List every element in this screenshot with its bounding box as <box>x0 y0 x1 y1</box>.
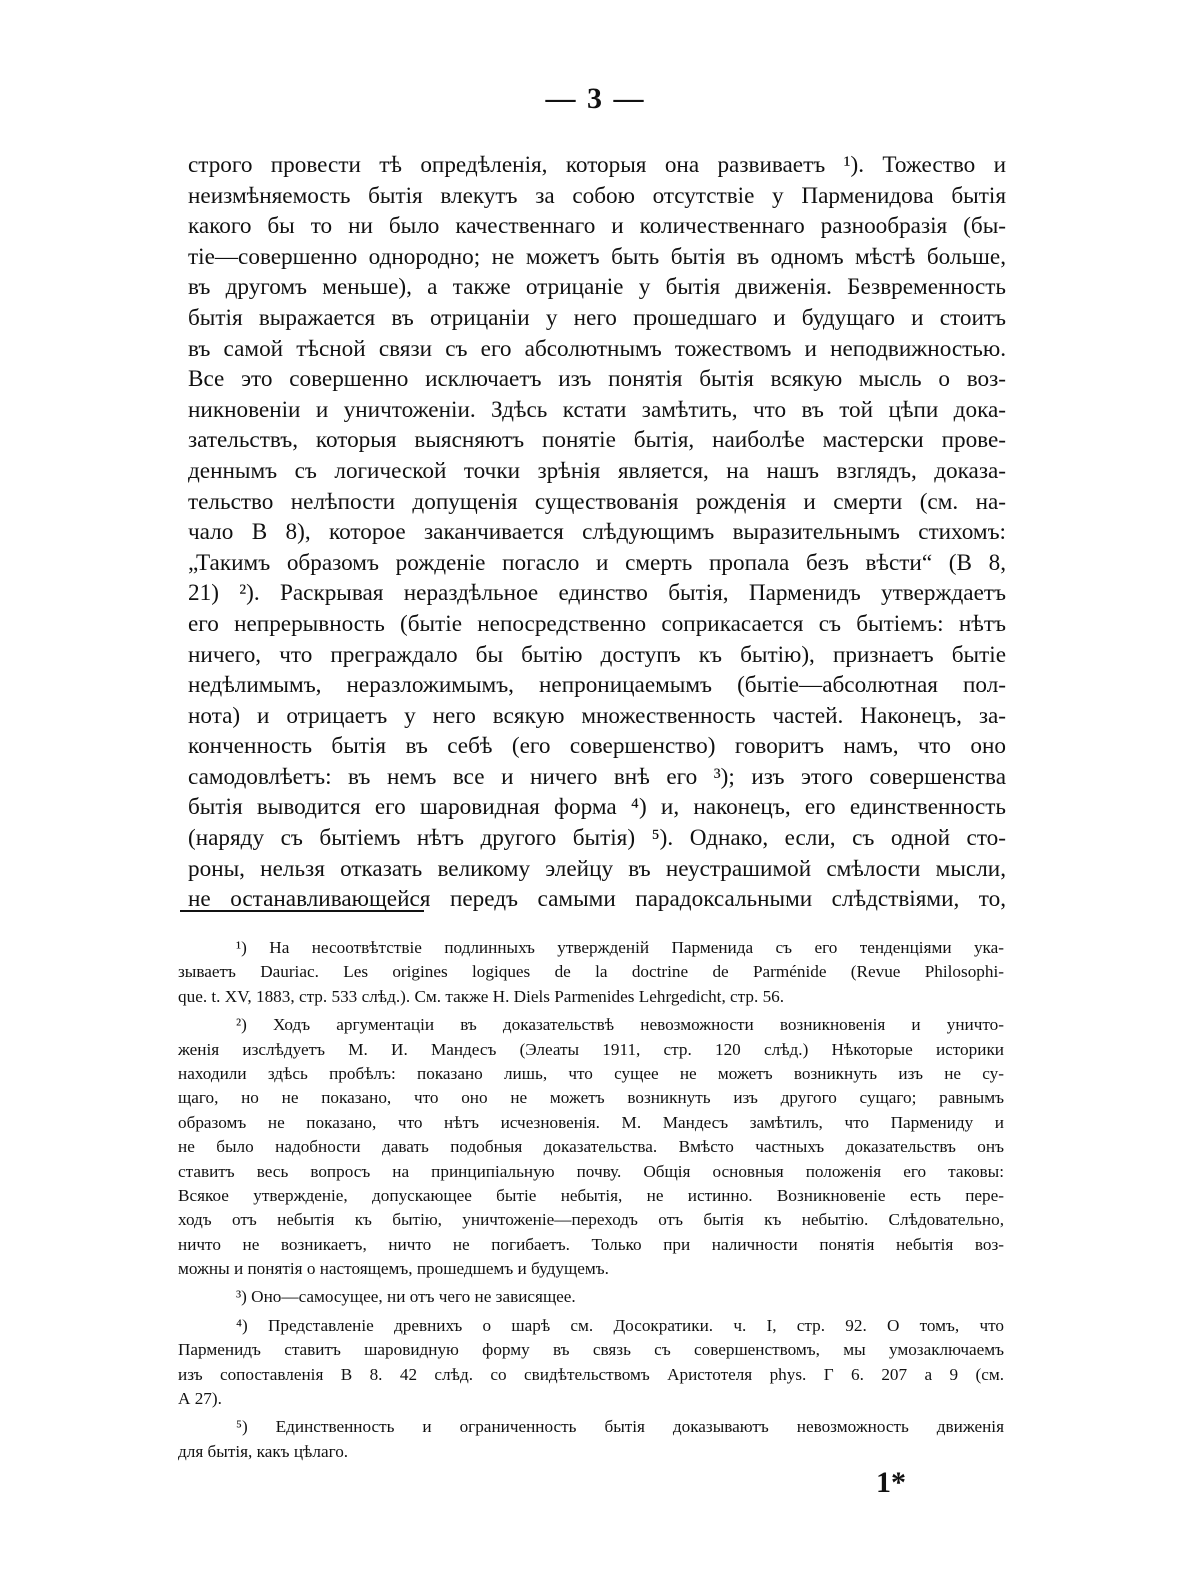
text-line: какого бы то ни было качественнаго и количественнаго разнообразія (бы- <box>188 213 1006 240</box>
footnote-line: ⁵) Единственность и ограниченность бытія доказываютъ невозможность движенія <box>236 1417 1004 1437</box>
footnote-line: que. t. XV, 1883, стр. 533 слѣд.). См. также H. Diels Parmenides Lehrgedicht, стр. 56. <box>178 986 785 1006</box>
footnote-line: не было надобности давать подобныя доказательства. Вмѣсто частныхъ доказательствъ онъ <box>178 1137 1004 1157</box>
footnote-4 <box>178 1314 1004 1412</box>
text-line: въ самой тѣсной связи съ его абсолютнымъ тожествомъ и неподвижностью. <box>188 335 1006 362</box>
text-line: нота) и отрицаетъ у него всякую множественность частей. Наконецъ, за- <box>188 702 1006 729</box>
text-line: Все это совершенно исключаетъ изъ понятія бытія всякую мысль о воз- <box>188 366 1006 393</box>
text-line: зательствъ, которыя выясняютъ понятіе бытія, наиболѣе мастерски прове- <box>188 427 1006 454</box>
footnotes <box>178 936 1004 1468</box>
footnote-5 <box>178 1415 1004 1464</box>
footnote-line: изъ сопоставленія В 8. 42 слѣд. со свидѣтельствомъ Аристотеля phys. Г 6. 207 а 9 (см. <box>178 1364 1004 1384</box>
text-line: самодовлѣетъ: въ немъ все и ничего внѣ его ³); изъ этого совершенства <box>188 763 1006 790</box>
footnote-line: зываетъ Dauriac. Les origines logiques de la doctrine de Parménide (Revue Philosophi- <box>178 962 1004 982</box>
footnote-2 <box>178 1013 1004 1281</box>
text-line: „Такимъ образомъ рожденіе погасло и смерть пропала безъ вѣсти“ (В 8, <box>188 549 1006 576</box>
text-line: тіе—совершенно однородно; не можетъ быть бытія въ одномъ мѣстѣ больше, <box>188 243 1006 270</box>
footnote-line: ходъ отъ небытія къ бытію, уничтоженіе—переходъ отъ бытія къ небытію. Слѣдовательно, <box>178 1210 1004 1230</box>
footnote-line: Парменидъ ставитъ шаровидную форму въ связь съ совершенствомъ, мы умозаключаемъ <box>178 1340 1004 1360</box>
footnote-line: ²) Ходъ аргументаціи въ доказательствѣ невозможности возникновенія и уничто- <box>236 1015 1004 1035</box>
footnote-line: ³) Оно—самосущее, ни отъ чего не зависящее. <box>236 1287 576 1307</box>
text-line: ничего, что преграждало бы бытію доступъ къ бытію), признаетъ бытіе <box>188 641 1006 668</box>
footnote-1 <box>178 936 1004 1009</box>
text-line: деннымъ съ логической точки зрѣнія является, на нашъ взглядъ, доказа- <box>188 457 1006 484</box>
footnote-line: образомъ не показано, что нѣтъ исчезновенія. М. Мандесъ замѣтилъ, что Пармениду и <box>178 1112 1004 1132</box>
text-line: его непрерывность (бытіе непосредственно соприкасается съ бытіемъ: нѣтъ <box>188 610 1006 637</box>
text-line: недѣлимымъ, неразложимымъ, непроницаемымъ (бытіе—абсолютная пол- <box>188 672 1006 699</box>
text-line: тельство нелѣпости допущенія существованія рожденія и смерти (см. на- <box>188 488 1006 515</box>
text-line: бытія выводится его шаровидная форма ⁴) и, наконецъ, его единственность <box>188 794 1006 821</box>
footnote-line: щаго, но не показано, что оно не можетъ возникнуть изъ другого сущаго; равнымъ <box>178 1088 1004 1108</box>
footnote-line: ничто не возникаетъ, ничто не погибаетъ. Только при наличности понятія небытія воз- <box>178 1234 1004 1254</box>
signature-mark: 1* <box>876 1466 906 1499</box>
text-line: никновеніи и уничтоженіи. Здѣсь кстати замѣтить, что въ той цѣпи дока- <box>188 396 1006 423</box>
page-number: — 3 — <box>545 82 646 115</box>
footnote-3 <box>178 1285 1004 1309</box>
footnote-line: ¹) На несоотвѣтствіе подлинныхъ утвержденій Парменида съ его тенденціями ука- <box>236 938 1004 957</box>
footnote-line: Всякое утвержденіе, допускающее бытіе небытія, не истинно. Возникновеніе есть пере- <box>178 1185 1004 1205</box>
text-line: неизмѣняемость бытія влекутъ за собою отсутствіе у Парменидова бытія <box>188 182 1006 209</box>
footnote-line: для бытія, какъ цѣлаго. <box>178 1441 349 1461</box>
footnote-line: можны и понятія о настоящемъ, прошедшемъ и будущемъ. <box>178 1259 609 1279</box>
text-line: конченность бытія въ себѣ (его совершенство) говоритъ намъ, что оно <box>188 733 1006 760</box>
footnote-line: женія изслѣдуетъ М. И. Мандесъ (Элеаты 1911, стр. 120 слѣд.) Нѣкоторые историки <box>178 1039 1004 1059</box>
text-line: (наряду съ бытіемъ нѣтъ другого бытія) ⁵). Однако, если, съ одной сто- <box>188 825 1006 852</box>
text-line: не останавливающейся передъ самыми парадоксальными слѣдствіями, то, <box>188 886 1006 913</box>
text-line: въ другомъ меньше), а также отрицаніе у бытія движенія. Безвременность <box>188 274 1006 301</box>
text-line: бытія выражается въ отрицаніи у него прошедшаго и будущаго и стоитъ <box>188 304 1006 331</box>
footnote-divider <box>180 910 424 912</box>
main-text <box>188 150 1006 915</box>
footnote-line: находили здѣсь пробѣлъ: показано лишь, что сущее не можетъ возникнуть изъ не су- <box>178 1063 1004 1083</box>
footnote-line: ставитъ весь вопросъ на принципіальную почву. Общія основныя положенія его таковы: <box>178 1161 1004 1181</box>
text-line: 21) ²). Раскрывая нераздѣльное единство бытія, Парменидъ утверждаетъ <box>188 580 1006 607</box>
footnote-line: ⁴) Представленіе древнихъ о шарѣ см. Досократики. ч. I, стр. 92. О томъ, что <box>236 1315 1004 1335</box>
text-line: строго провести тѣ опредѣленія, которыя она развиваетъ ¹). Тожество и <box>188 152 1006 178</box>
text-line: роны, нельзя отказать великому элейцу въ неустрашимой смѣлости мысли, <box>188 855 1006 882</box>
footnote-line: А 27). <box>178 1389 222 1409</box>
text-line: чало В 8), которое заканчивается слѣдующимъ выразительнымъ стихомъ: <box>188 519 1006 546</box>
